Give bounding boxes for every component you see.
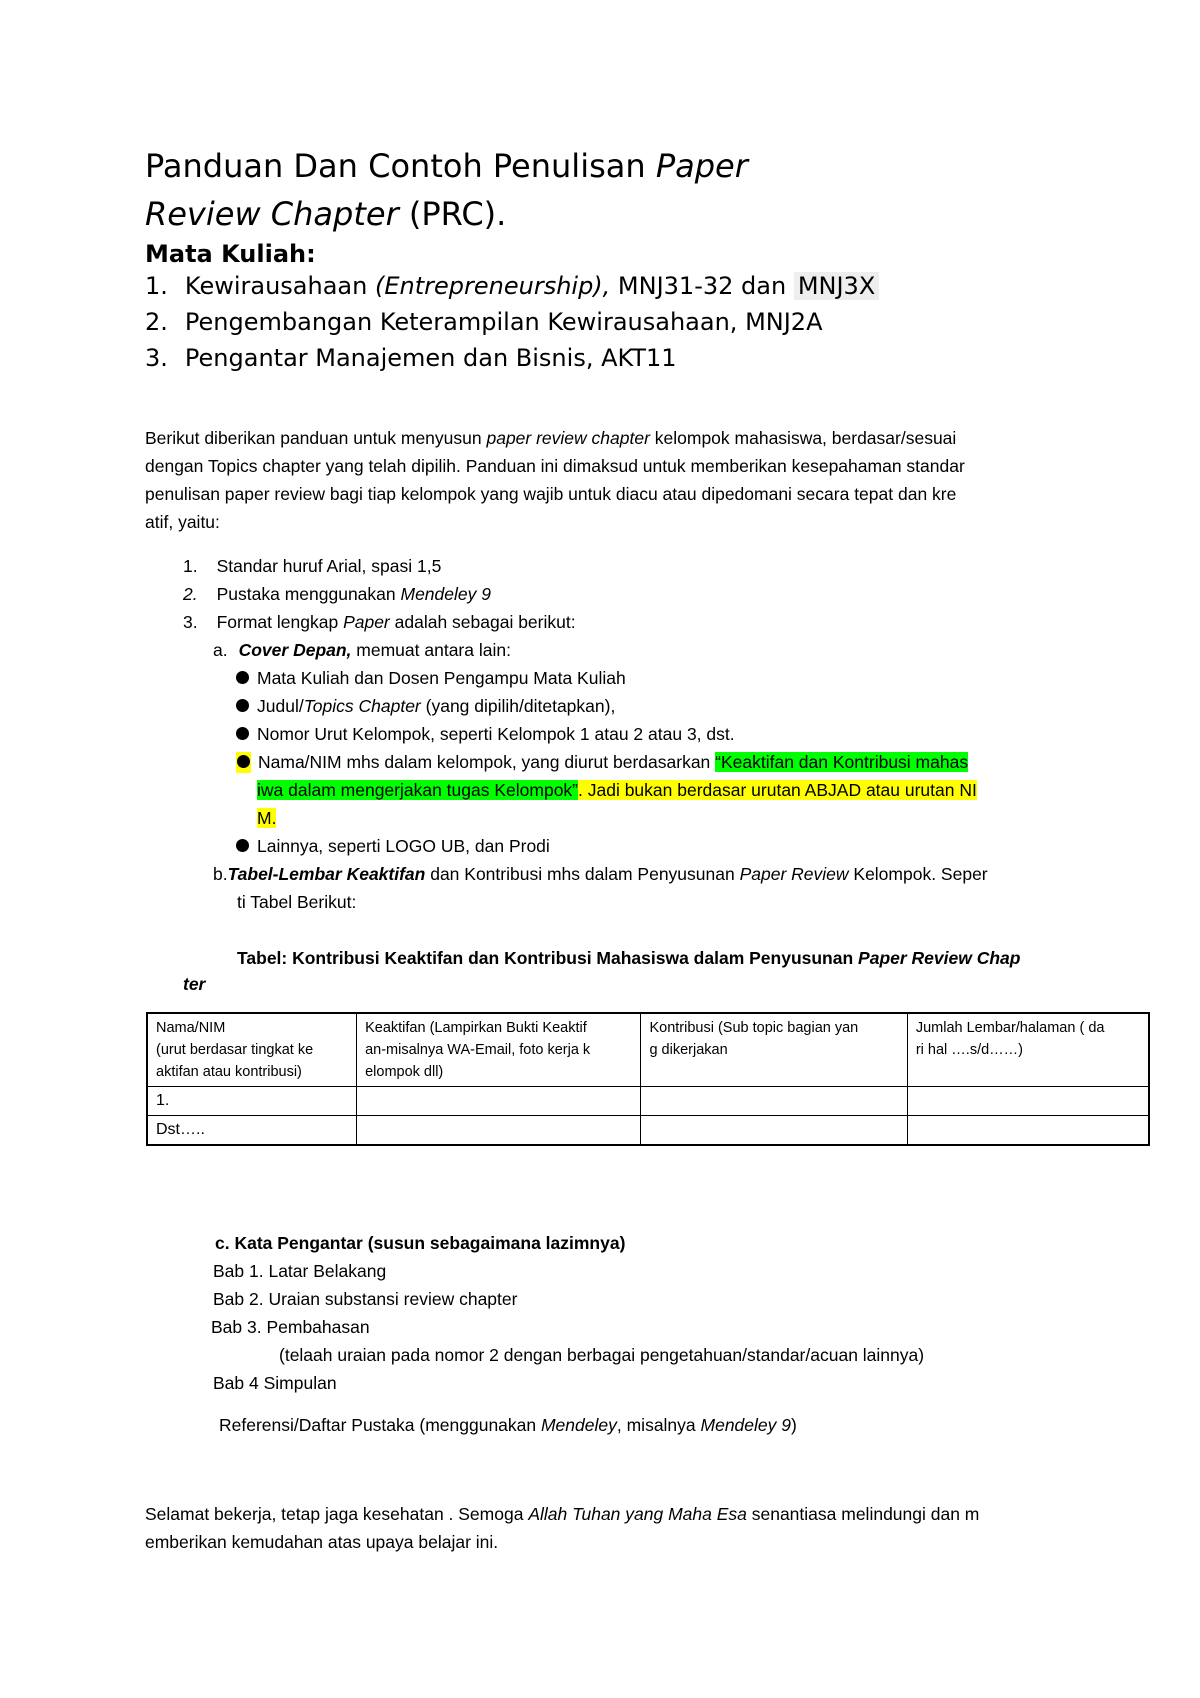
sublist-b-line2: ti Tabel Berikut: — [237, 892, 357, 912]
title-text: (PRC). — [398, 195, 507, 233]
course-item-3: 3. Pengantar Manajemen dan Bisnis, AKT11 — [145, 344, 677, 372]
list-item-1: 1. Standar huruf Arial, spasi 1,5 — [183, 556, 442, 576]
yellow-highlight: M. — [257, 808, 277, 828]
table-cell: 1. — [147, 1087, 357, 1116]
bullet-icon — [236, 839, 249, 852]
bullet-item-4-line3 — [257, 808, 276, 829]
bullet-icon — [236, 699, 249, 712]
contribution-table — [146, 1012, 1150, 1146]
table-cell — [907, 1116, 1149, 1146]
title-text: Panduan Dan Contoh Penulisan — [145, 147, 656, 185]
table-cell — [907, 1087, 1149, 1116]
courses-heading: Mata Kuliah: — [145, 240, 316, 268]
bab-2: Bab 2. Uraian substansi review chapter — [213, 1289, 518, 1309]
bullet-item-2: Judul/Topics Chapter (yang dipilih/ditetapkan), — [236, 696, 615, 717]
yellow-highlight: . Jadi bukan berdasar urutan ABJAD atau urutan NI — [578, 780, 977, 800]
table-header-cell: Nama/NIM (urut berdasar tingkat ke aktifan atau kontribusi) — [147, 1013, 357, 1087]
closing-line-2: emberikan kemudahan atas upaya belajar ini. — [145, 1532, 499, 1552]
bullet-item-1: Mata Kuliah dan Dosen Pengampu Mata Kuliah — [236, 668, 626, 689]
table-header-cell: Kontribusi (Sub topic bagian yan g dikerjakan — [641, 1013, 907, 1087]
table-caption-line2: ter — [183, 974, 206, 994]
references-line: Referensi/Daftar Pustaka (menggunakan Mendeley, misalnya Mendeley 9) — [219, 1415, 797, 1435]
course-item-2: 2. Pengembangan Keterampilan Kewirausahaan, MNJ2A — [145, 308, 823, 336]
table-cell — [641, 1116, 907, 1146]
table-caption: Tabel: Kontribusi Keaktifan dan Kontribusi Mahasiswa dalam Penyusunan Paper Review Chap — [237, 948, 1021, 968]
bullet-item-4: Nama/NIM mhs dalam kelompok, yang diurut berdasarkan “Keaktifan dan Kontribusi mahas — [236, 752, 968, 773]
table-cell — [641, 1087, 907, 1116]
intro-line-3: penulisan paper review bagi tiap kelompok yang wajib untuk diacu atau dipedomani secara tepat dan kre — [145, 484, 957, 504]
bullet-item-5: Lainnya, seperti LOGO UB, dan Prodi — [236, 836, 550, 857]
bullet-icon — [237, 755, 250, 768]
section-c-heading: c. Kata Pengantar (susun sebagaimana lazimnya) — [215, 1233, 626, 1253]
document-title-line1 — [145, 147, 748, 185]
table-row — [147, 1087, 1149, 1116]
bab-1: Bab 1. Latar Belakang — [213, 1261, 387, 1281]
table-header-cell: Jumlah Lembar/halaman ( da ri hal ….s/d……) — [907, 1013, 1149, 1087]
list-item-3: 3. Format lengkap Paper adalah sebagai berikut: — [183, 612, 576, 632]
bab-4: Bab 4 Simpulan — [213, 1373, 337, 1393]
bab-3-note: (telaah uraian pada nomor 2 dengan berbagai pengetahuan/standar/acuan lainnya) — [279, 1345, 925, 1365]
table-header-row — [147, 1013, 1149, 1087]
course-item-1: 1. Kewirausahaan (Entrepreneurship), MNJ31-32 dan MNJ3X — [145, 272, 879, 300]
bullet-item-4-line2 — [257, 780, 977, 801]
list-item-2: 2. Pustaka menggunakan Mendeley 9 — [183, 584, 491, 604]
sublist-b: b.Tabel-Lembar Keaktifan dan Kontribusi mhs dalam Penyusunan Paper Review Kelompok. Seper — [213, 864, 988, 884]
intro-line-2: dengan Topics chapter yang telah dipilih. Panduan ini dimaksud untuk memberikan kesepahaman standar — [145, 456, 965, 476]
table-row — [147, 1116, 1149, 1146]
table-cell — [357, 1116, 641, 1146]
table-cell: Dst….. — [147, 1116, 357, 1146]
bullet-icon — [236, 727, 249, 740]
bullet-item-3: Nomor Urut Kelompok, seperti Kelompok 1 atau 2 atau 3, dst. — [236, 724, 735, 745]
course-code-highlight: MNJ3X — [794, 272, 879, 300]
title-italic: Review Chapter — [145, 195, 399, 233]
table-cell — [357, 1087, 641, 1116]
document-title-line2 — [145, 195, 506, 233]
green-highlight: “Keaktifan dan Kontribusi mahas — [715, 752, 969, 772]
bullet-icon — [236, 671, 249, 684]
intro-line-4: atif, yaitu: — [145, 512, 220, 532]
table-header-cell: Keaktifan (Lampirkan Bukti Keaktif an-misalnya WA-Email, foto kerja k elompok dll) — [357, 1013, 641, 1087]
closing-line-1: Selamat bekerja, tetap jaga kesehatan . Semoga Allah Tuhan yang Maha Esa senantiasa melindungi dan m — [145, 1504, 980, 1524]
sublist-a: a. Cover Depan, memuat antara lain: — [213, 640, 511, 660]
title-italic: Paper — [655, 147, 748, 185]
bab-3: Bab 3. Pembahasan — [211, 1317, 370, 1337]
intro-line-1: Berikut diberikan panduan untuk menyusun paper review chapter kelompok mahasiswa, berdasar/sesuai — [145, 428, 957, 448]
green-highlight: iwa dalam mengerjakan tugas Kelompok” — [257, 780, 578, 800]
